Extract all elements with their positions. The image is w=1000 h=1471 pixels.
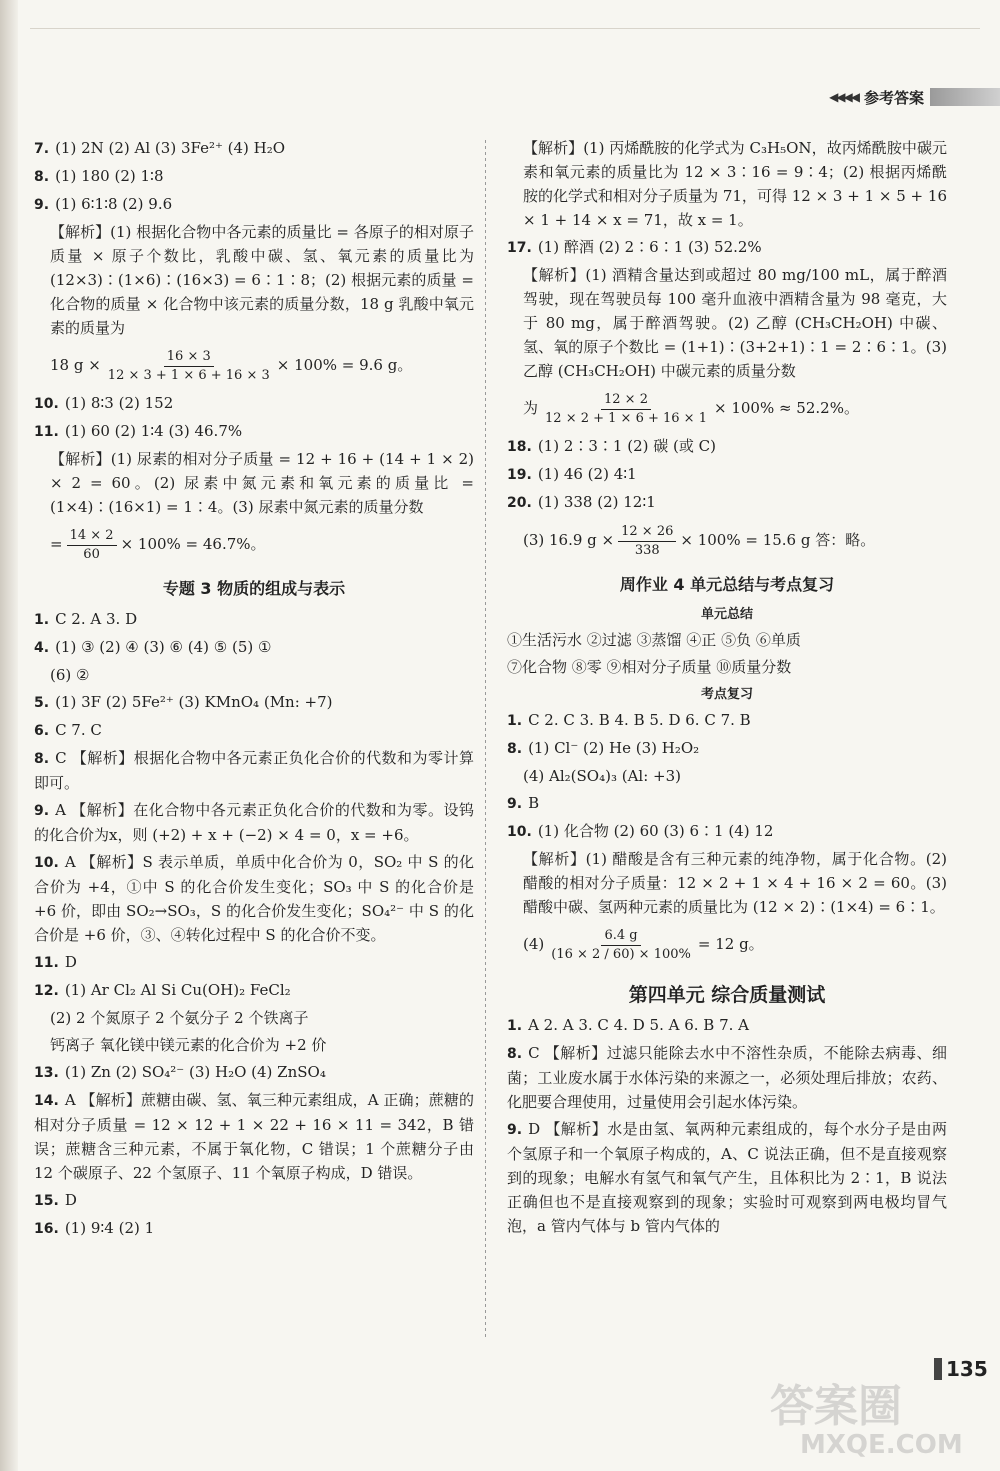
answer-item (34, 718, 474, 743)
subsection-title: 考点复习 (700, 687, 753, 702)
subsection-title: 单元总结 (700, 607, 753, 622)
answer-item (34, 663, 474, 687)
answer-text: (1) 6∶1∶8 (2) 9.6 (55, 195, 173, 213)
answer-text: 钙离子 氧化镁中镁元素的化合价为 +2 价 (50, 1036, 327, 1054)
formula-prefix: (4) (523, 935, 545, 953)
question-number: 13. (34, 1065, 59, 1081)
unit-title: 第四单元 综合质量测试 (628, 984, 826, 1006)
answer-text: D (64, 1191, 77, 1209)
answer-item (34, 798, 474, 847)
page-number (934, 1357, 988, 1381)
fraction-numerator: 12 × 2 (601, 391, 651, 410)
fraction (105, 348, 273, 385)
answer-item (34, 746, 474, 795)
formula-line (507, 922, 947, 966)
question-number: 1. (507, 713, 523, 729)
answer-item (34, 192, 474, 217)
answer-text: C 2. C 3. B 4. B 5. D 6. C 7. B (528, 711, 751, 729)
answer-text: A 【解析】蔗糖由碳、氢、氧三种元素组成，A 正确；蔗糖的相对分子质量 = 12 × 12 + 1 × 22 + 16 × 11 = 342，B 错误；蔗糖含三种元素，不属于氧化物，C 错误；1 个蔗糖分子由 12 个碳原子、22 个氢原子、11 个氧原子构成，D 错误。 (34, 1091, 474, 1182)
fraction (618, 523, 676, 560)
answer-text: (1) 化合物 (2) 60 (3) 6∶1 (4) 12 (537, 822, 774, 840)
formula-prefix: = (50, 535, 63, 553)
question-number: 4. (34, 640, 50, 656)
answer-text: C 7. C (55, 721, 102, 739)
answer-text: (1) ③ (2) ④ (3) ⑥ (4) ⑤ (5) ① (55, 638, 272, 656)
formula-suffix: × 100% = 15.6 g 答：略。 (680, 531, 876, 549)
answer-text: 【解析】(1) 丙烯酰胺的化学式为 C₃H₅ON，故丙烯酰胺中碳元素和氧元素的质量比为 12 × 3∶16 = 9∶4；(2) 根据丙烯酰胺的化学式和相对分子质量为 71，可得 12 × 3 + 1 × 5 + 16 × 1 + 14 × x = 71，故 x = 1。 (523, 139, 947, 229)
answer-item (507, 235, 947, 260)
question-number: 15. (34, 1193, 59, 1209)
section-title: 专题 3 物质的组成与表示 (162, 579, 346, 598)
fraction-denominator: 338 (634, 542, 660, 558)
answer-item (34, 607, 474, 632)
question-number: 17. (507, 240, 532, 256)
answer-text: (1) 9∶4 (2) 1 (64, 1219, 155, 1237)
answer-item (507, 1041, 947, 1114)
answer-text: A 2. A 3. C 4. D 5. A 6. B 7. A (528, 1016, 750, 1034)
answer-text: (1) 46 (2) 4∶1 (537, 465, 637, 483)
question-number: 8. (507, 1046, 523, 1062)
answer-item (34, 447, 474, 519)
formula-line (34, 522, 474, 566)
answer-item (34, 1060, 474, 1085)
question-number: 11. (34, 955, 59, 971)
formula-prefix: (3) 16.9 g × (523, 531, 615, 549)
fraction-numerator: 16 × 3 (164, 348, 214, 367)
header-title: 参考答案 (863, 88, 924, 107)
answer-text: 【解析】(1) 酒精含量达到或超过 80 mg/100 mL，属于醉酒驾驶，现在驾驶员每 100 毫升血液中酒精含量为 98 毫克，大于 80 mg，属于醉酒驾驶。(2) 乙醇 (CH₃CH₂OH) 中碳、氢、氧的原子个数比 = (1+1)∶(3+2+1)∶1 = 2∶6∶1。(3) 乙醇 (CH₃CH₂OH) 中碳元素的质量分数 (523, 266, 947, 380)
formula-line (34, 343, 474, 387)
answer-item (507, 263, 947, 383)
answer-text: (1) 8∶3 (2) 152 (64, 394, 174, 412)
fraction (67, 527, 117, 564)
answer-text: D 【解析】水是由氢、氧两种元素组成的，每个水分子是由两个氢原子和一个氧原子构成的，A、C 说法正确，但不是直接观察到的现象；电解水有氢气和氧气产生，且体积比为 2∶1，B 说法正确但也不是直接观察到的现象；实验时可观察到两电极均冒气泡，a 管内气体与 b 管内气体的 (507, 1120, 947, 1235)
formula-suffix: × 100% ≈ 52.2%。 (713, 399, 859, 417)
answer-text: (4) Al₂(SO₄)₃ (Al: +3) (523, 767, 681, 785)
answer-text: 【解析】(1) 醋酸是含有三种元素的纯净物，属于化合物。(2) 醋酸的相对分子质量：12 × 2 + 1 × 4 + 16 × 2 = 60。(3) 醋酸中碳、氢两种元素的质量比为 (12 × 2)∶(1×4) = 6∶1。 (523, 850, 947, 916)
question-number: 1. (507, 1018, 523, 1034)
question-number: 16. (34, 1221, 59, 1237)
answer-item (34, 220, 474, 340)
answer-item (34, 950, 474, 975)
answer-text: D (64, 953, 77, 971)
question-number: 8. (34, 751, 50, 767)
question-number: 10. (507, 824, 532, 840)
top-rule (30, 28, 980, 29)
answer-item (507, 819, 947, 844)
answer-item (507, 628, 947, 652)
answer-item (34, 136, 474, 161)
answer-item (507, 1013, 947, 1038)
formula-prefix: 18 g × (50, 356, 101, 374)
answer-item (34, 978, 474, 1003)
formula-suffix: = 12 g。 (697, 935, 764, 953)
answer-text: (1) 2N (2) Al (3) 3Fe²⁺ (4) H₂O (55, 139, 286, 157)
answer-text: (1) Ar Cl₂ Al Si Cu(OH)₂ FeCl₂ (64, 981, 291, 999)
answer-text: (1) 醉酒 (2) 2∶6∶1 (3) 52.2% (537, 238, 762, 256)
left-column (34, 136, 474, 1244)
watermark-logo: 答案圈 (770, 1381, 902, 1432)
answer-text: (1) 180 (2) 1∶8 (55, 167, 164, 185)
question-number: 7. (34, 141, 50, 157)
answer-text: (2) 2 个氮原子 2 个氨分子 2 个铁离子 (50, 1009, 309, 1027)
answer-text: ⑦化合物 ⑧零 ⑨相对分子质量 ⑩质量分数 (507, 658, 792, 676)
answer-text: A 【解析】在化合物中各元素正负化合价的代数和为零。设钨的化合价为x，则 (+2) + x + (−2) × 4 = 0，x = +6。 (34, 801, 474, 844)
fraction (542, 391, 710, 428)
fraction-denominator: 12 × 2 + 1 × 6 + 16 × 1 (545, 410, 707, 426)
answer-text: (1) 338 (2) 12∶1 (537, 493, 656, 511)
formula-suffix: × 100% = 9.6 g。 (276, 356, 413, 374)
question-number: 1. (34, 612, 50, 628)
answer-text: 【解析】(1) 尿素的相对分子质量 = 12 + 16 + (14 + 1 × 2) × 2 = 60。(2) 尿素中氮元素和氧元素的质量比 = (1×4)∶(16×1) = 1∶4。(3) 尿素中氮元素的质量分数 (50, 450, 474, 516)
answer-item (34, 635, 474, 660)
question-number: 6. (34, 723, 50, 739)
question-number: 10. (34, 855, 59, 871)
question-number: 14. (34, 1093, 59, 1109)
fraction-denominator: 12 × 3 + 1 × 6 + 16 × 3 (107, 367, 270, 383)
formula-line (507, 386, 947, 430)
answer-item (34, 164, 474, 189)
fraction-numerator: 6.4 g (601, 927, 640, 946)
answer-text: (1) 2∶3∶1 (2) 碳 (或 C) (537, 437, 716, 455)
fraction-denominator: (16 × 2 / 60) × 100% (551, 946, 691, 962)
formula-suffix: × 100% = 46.7%。 (120, 535, 266, 553)
answer-text: ①生活污水 ②过滤 ③蒸馏 ④正 ⑤负 ⑥单质 (507, 631, 801, 649)
page-binding-shadow (0, 0, 18, 1471)
question-number: 5. (34, 695, 50, 711)
answer-item (34, 419, 474, 444)
answer-text: B (528, 794, 540, 812)
question-number: 12. (34, 983, 59, 999)
question-number: 19. (507, 467, 532, 483)
question-number: 11. (34, 424, 59, 440)
question-number: 10. (34, 396, 59, 412)
formula-prefix: 为 (523, 399, 539, 417)
question-number: 9. (34, 803, 50, 819)
answer-item (34, 690, 474, 715)
section-title: 周作业 4 单元总结与考点复习 (619, 575, 835, 594)
answer-item (34, 1088, 474, 1185)
question-number: 9. (34, 197, 50, 213)
answer-item (34, 1216, 474, 1241)
header-bar (930, 88, 1000, 106)
column-divider (485, 140, 486, 1340)
right-column (507, 136, 947, 1241)
answer-text: A 【解析】S 表示单质，单质中化合价为 0，SO₂ 中 S 的化合价为 +4，①中 S 的化合价发生变化；SO₃ 中 S 的化合价是 +6 价，即由 SO₂→SO₃，S 的化合价发生变化；SO₄²⁻ 中 S 的化合价是 +6 价，③、④转化过程中 S 的化合价不变。 (34, 853, 474, 944)
fraction-numerator: 14 × 2 (67, 527, 117, 546)
answer-item (507, 736, 947, 761)
answer-item (507, 655, 947, 679)
page-number-marker (934, 1358, 942, 1380)
answer-text: C 【解析】根据化合物中各元素正负化合价的代数和为零计算即可。 (34, 749, 474, 792)
question-number: 20. (507, 495, 532, 511)
answer-item (507, 708, 947, 733)
answer-text: (1) 3F (2) 5Fe²⁺ (3) KMnO₄ (Mn: +7) (55, 693, 333, 711)
page-number-text: 135 (946, 1357, 988, 1381)
question-number: 8. (507, 741, 523, 757)
answer-item (507, 490, 947, 515)
question-number: 9. (507, 1122, 523, 1138)
answer-text: 【解析】(1) 根据化合物中各元素的质量比 = 各原子的相对原子质量 × 原子个数比，乳酸中碳、氢、氧元素的质量比为 (12×3)∶(1×6)∶(16×3) = 6∶1∶8；(2) 根据元素的质量 = 化合物的质量 × 化合物中该元素的质量分数，18 g 乳酸中氧元素的质量为 (50, 223, 474, 337)
answer-text: (1) 60 (2) 1∶4 (3) 46.7% (64, 422, 243, 440)
answer-text: (1) Zn (2) SO₄²⁻ (3) H₂O (4) ZnSO₄ (64, 1063, 326, 1081)
answer-item (507, 847, 947, 919)
answer-item (507, 791, 947, 816)
answer-item (507, 462, 947, 487)
arrows-icon: ◀◀◀◀ (829, 90, 858, 104)
answer-item (34, 1006, 474, 1030)
question-number: 8. (34, 169, 50, 185)
answer-item (34, 1188, 474, 1213)
question-number: 18. (507, 439, 532, 455)
answer-text: (6) ② (50, 666, 90, 684)
question-number: 9. (507, 796, 523, 812)
answer-text: C 【解析】过滤只能除去水中不溶性杂质，不能除去病毒、细菌；工业废水属于水体污染的来源之一，必须处理后排放；农药、化肥要合理使用，过量使用会引起水体污染。 (507, 1044, 947, 1111)
answer-item (34, 391, 474, 416)
answer-item (507, 1117, 947, 1238)
fraction (548, 927, 694, 964)
answer-item (34, 850, 474, 947)
page-header (829, 86, 1000, 108)
watermark-url: MXQE.COM (800, 1430, 963, 1460)
answer-text: (1) Cl⁻ (2) He (3) H₂O₂ (528, 739, 700, 757)
answer-item (507, 434, 947, 459)
fraction-denominator: 60 (83, 546, 100, 562)
formula-line (507, 518, 947, 562)
answer-text: C 2. A 3. D (55, 610, 138, 628)
answer-item (34, 1033, 474, 1057)
answer-item (507, 764, 947, 788)
fraction-numerator: 12 × 26 (618, 523, 676, 542)
answer-item (507, 136, 947, 232)
